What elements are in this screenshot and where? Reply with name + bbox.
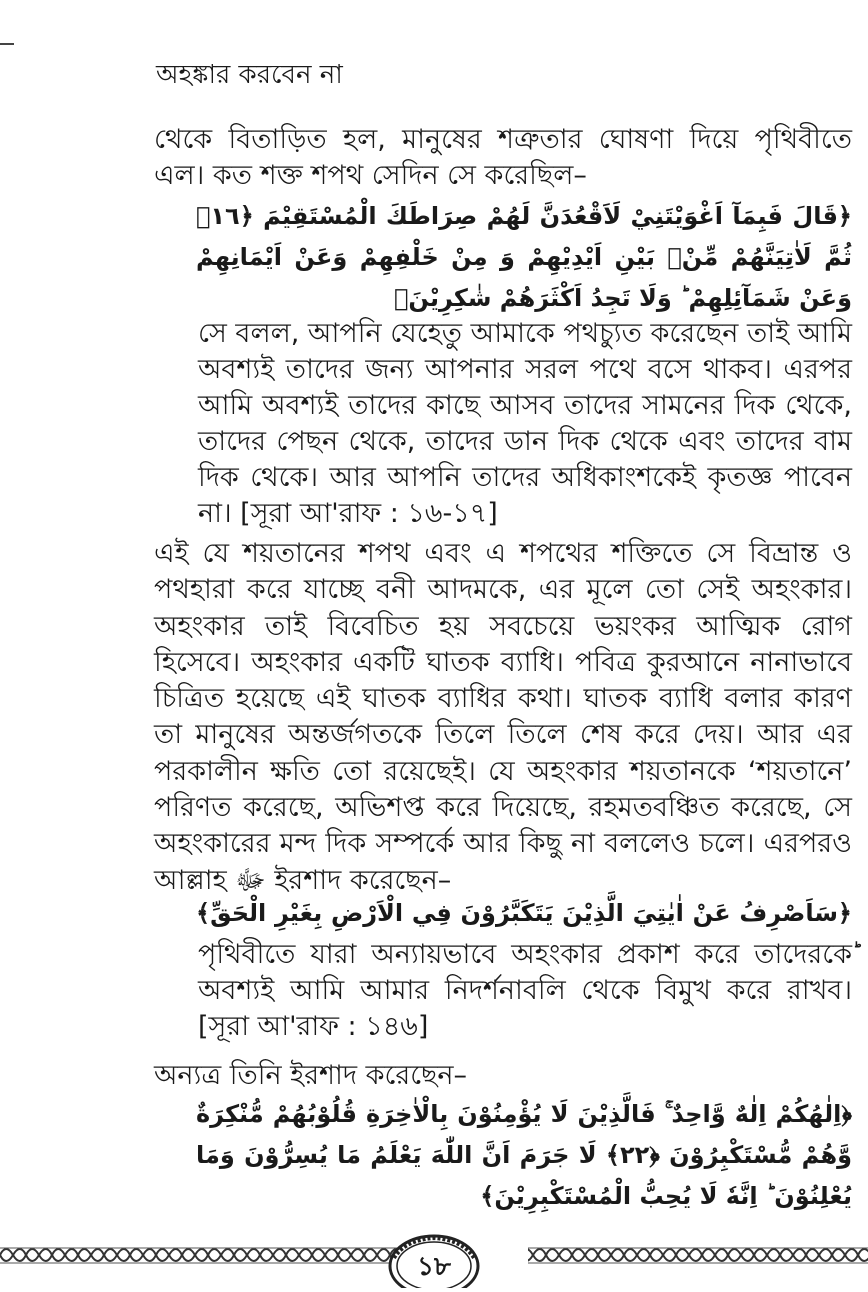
translation-2: পৃথিবীতে যারা অন্যায়ভাবে অহংকার প্রকাশ করে তাদেরকে অবশ্যই আমি আমার নিদর্শনাবলি থেকে বিমুখ করে রাখব। [সূরা আ'রাফ : ১৪৬] <box>198 939 852 1042</box>
paragraph-2: এই যে শয়তানের শপথ এবং এ শপথের শক্তিতে সে বিভ্রান্ত ও পথহারা করে যাচ্ছে বনী আদমকে, এর মূলে তো সেই অহংকার। অহংকার তাই বিবেচিত হয় সবচেয়ে ভয়ংকর আত্মিক রোগ হিসেবে। অহংকার একটি ঘাতক ব্যাধি। পবিত্র কুরআনে নানাভাবে চিত্রিত হয়েছে এই ঘাতক ব্যাধির কথা। ঘাতক ব্যাধি বলার কারণ তা মানুষের অন্তর্জগতকে তিলে তিলে শেষ করে দেয়। আর এর পরকালীন ক্ষতি তো রয়েছেই। যে অহংকার শয়তানকে ‘শয়তানে’ পরিণত করেছে, অভিশপ্ত করে দিয়েছে, রহমতবঞ্চিত করেছে, সে অহংকারের মন্দ দিক সম্পর্কে আর কিছু না বললেও চলে। এরপরও আল্লাহ ﷻ ইরশাদ করেছেন– <box>154 538 852 896</box>
running-title: অহঙ্কার করবেন না <box>156 60 343 90</box>
paragraph-3: অন্যত্র তিনি ইরশাদ করেছেন– <box>154 1060 468 1091</box>
arabic-verse-2: ﴿سَاَصْرِفُ عَنْ اٰيٰتِيَ الَّذِيْنَ يَتَكَبَّرُوْنَ فِي الْاَرْضِ بِغَيْرِ الْحَقِّ﴾ <box>196 899 852 927</box>
arabic-verse-1: ﴿قَالَ فَبِمَآ اَغْوَيْتَنِيْ لَاَقْعُدَنَّ لَهُمْ صِرَاطَكَ الْمُسْتَقِيْمَ ﴿١٦﴾ ثُمَّ لَاٰتِيَنَّهُمْ مِّنْۢ بَيْنِ اَيْدِيْهِمْ وَ مِنْ خَلْفِهِمْ وَعَنْ اَيْمَانِهِمْ وَعَنْ شَمَآئِلِهِمْ ؕ وَلَا تَجِدُ اَكْثَرَهُمْ شٰكِرِيْنَ﴾ <box>196 202 852 312</box>
page-number-medallion <box>385 1228 483 1288</box>
page-number: ১৮ <box>417 1252 451 1282</box>
paragraph-1: থেকে বিতাড়িত হল, মানুষের শত্রুতার ঘোষণা দিয়ে পৃথিবীতে এল। কত শক্ত শপথ সেদিন সে করেছিল– <box>154 124 852 192</box>
arabic-verse-3: ﴿اِلٰهُكُمْ اِلٰهٌ وَّاحِدٌ ۚ فَالَّذِيْنَ لَا يُؤْمِنُوْنَ بِالْاٰخِرَةِ قُلُوْبُهُمْ مُّنْكِرَةٌ وَّهُمْ مُّسْتَكْبِرُوْنَ ﴿٢٢﴾ لَا جَرَمَ اَنَّ اللّٰهَ يَعْلَمُ مَا يُسِرُّوْنَ وَمَا يُعْلِنُوْنَ ؕ اِنَّهٗ لَا يُحِبُّ الْمُسْتَكْبِرِيْنَ﴾ <box>196 1100 852 1210</box>
translation-1: সে বলল, আপনি যেহেতু আমাকে পথচ্যুত করেছেন তাই আমি অবশ্যই তাদের জন্য আপনার সরল পথে বসে থাকব। এরপর আমি অবশ্যই তাদের কাছে আসব তাদের সামনের দিক থেকে, তাদের পেছন থেকে, তাদের ডান দিক থেকে এবং তাদের বাম দিক থেকে। আর আপনি তাদের অধিকাংশকেই কৃতজ্ঞ পাবেন না। [সূরা আ'রাফ : ১৬-১৭] <box>198 318 852 529</box>
margin-mark <box>0 43 14 45</box>
